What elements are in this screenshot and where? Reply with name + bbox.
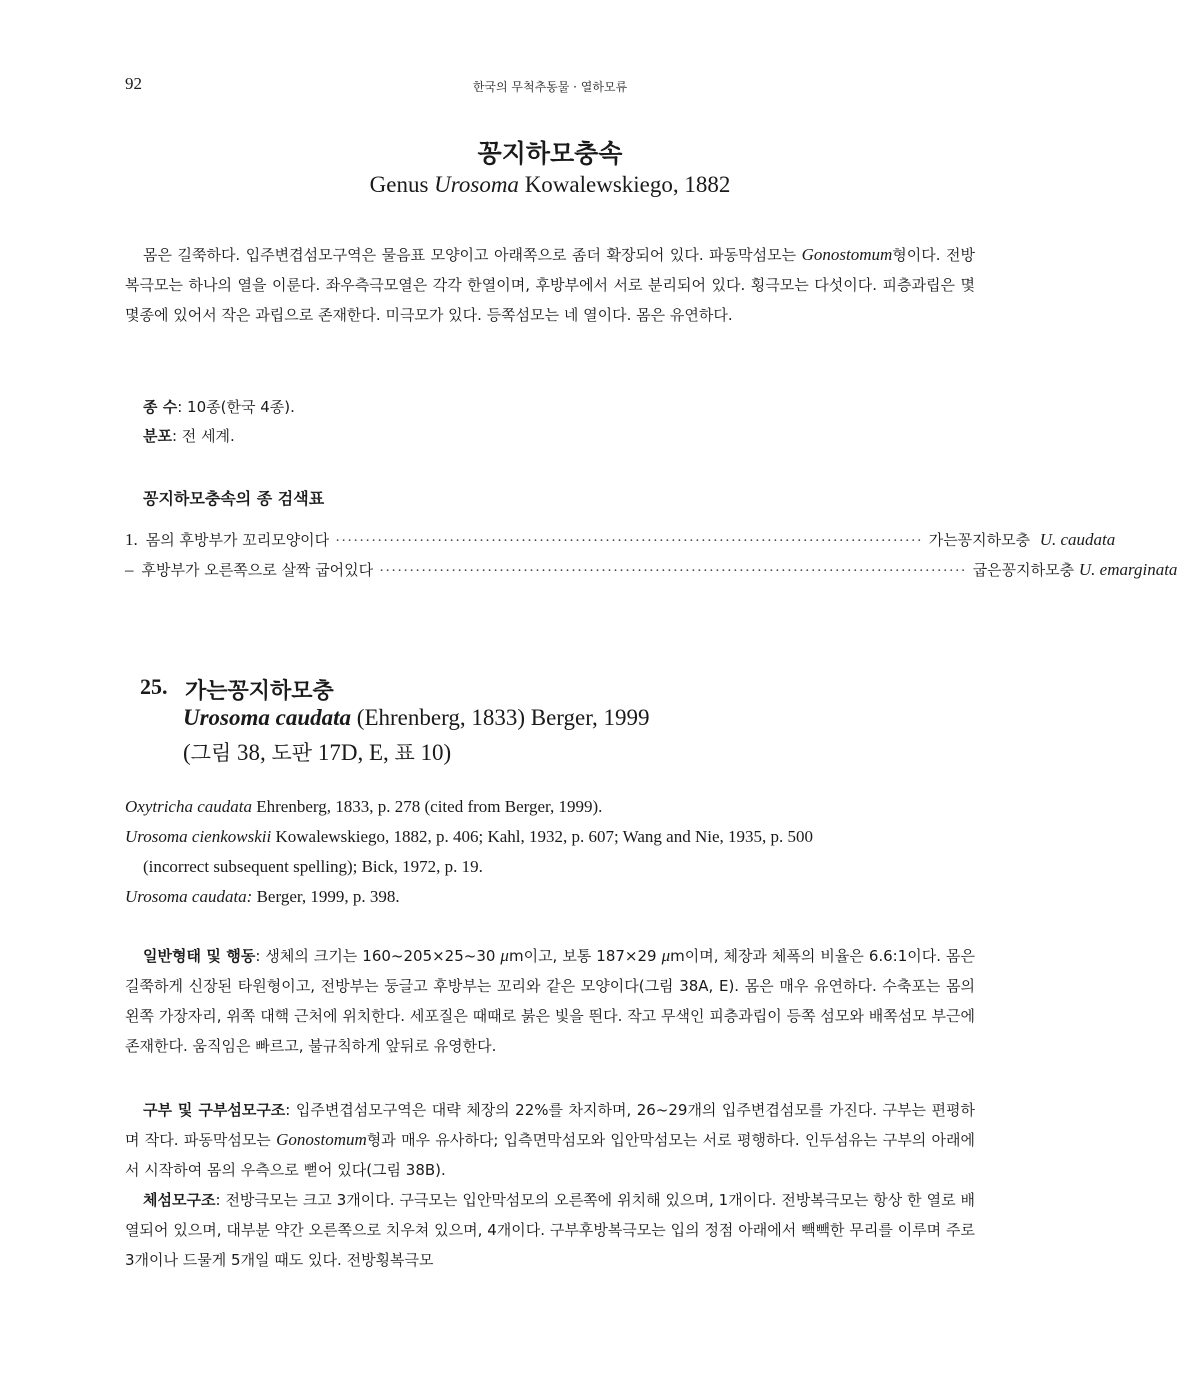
distribution [143,422,235,450]
genus-description [125,240,975,330]
species-scientific-name [183,705,649,731]
key-item-name-ko: 굽은꽁지하모충 [972,561,1075,579]
synonym-continuation: (incorrect subsequent spelling); Bick, 1972, p. 19. [143,857,483,876]
somatic-ciliature-label: 체섬모구조 [143,1191,216,1209]
synonym-reference: Ehrenberg, 1833, p. 278 (cited from Berger, 1999). [252,797,603,816]
key-leader-dots: ·································································································· [379,563,967,579]
key-item-number: 1. [125,530,138,549]
plate-ref-value: 17D, E, [312,740,395,765]
key-item [125,559,1177,587]
oral-structure-paragraph [125,1095,975,1185]
key-item-result [973,559,1177,580]
synonym-entry [125,792,975,822]
distribution-label: 분포 [143,427,172,445]
species-number: 25. [140,674,168,699]
synonym-name: Oxytricha caudata [125,797,252,816]
text-run: : 입주변겹섬모구역은 대략 체장의 22%를 차지하며, 26~29개의 입주변겹섬모를 가진다. 구부는 편평하며 작다. 파동막섬모는 [125,1101,975,1149]
general-morphology-label: 일반형태 및 행동 [143,947,256,965]
key-item-name-ko: 가는꽁지하모충 [928,531,1031,549]
synonym-name: Urosoma cienkowskii [125,827,272,846]
distribution-value: : 전 세계. [171,427,235,445]
synonym-entry [125,822,975,882]
italic-term: Gonostomum [801,245,893,264]
synonym-reference: Kowalewskiego, 1882, p. 406; Kahl, 1932, p. 607; Wang and Nie, 1935, p. 500 [271,827,814,846]
page-number: 92 [125,74,142,93]
italic-term: μ [661,946,671,965]
somatic-ciliature-text [125,1190,975,1269]
text-run: 형이다. 전방복극모는 하나의 열을 이룬다. 좌우측극모열은 각각 한열이며, 후방부에서 서로 분리되어 있다. 횡극모는 다섯이다. 피층과립은 몇몇종에 있어서 작은 과립으로 존재한다. 미극모가 있다. 등쪽섬모는 네 열이다. 몸은 유연하다. [125,246,975,324]
species-count [143,393,295,421]
key-item-result [929,529,1116,550]
synonym-reference: Berger, 1999, p. 398. [252,887,400,906]
text-run: : 생체의 크기는 160~205×25~30 [255,947,501,965]
text-run: 몸은 길쭉하다. 입주변겹섬모구역은 물음표 모양이고 아래쪽으로 좀더 확장되어 있다. 파동막섬모는 [143,246,802,264]
key-item-number: – [125,560,134,579]
key-item-lead: 몸의 후방부가 꼬리모양이다 [145,531,330,549]
italic-term: Gonostomum [276,1130,367,1149]
general-morphology-paragraph [125,941,975,1061]
genus-authority: Kowalewskiego, 1882 [518,172,731,197]
species-count-label: 종 수 [143,398,178,416]
text-run: m이고, 보통 187×29 [508,947,662,965]
species-authority: (Ehrenberg, 1833) Berger, 1999 [351,705,650,730]
text-run: m이며, 체장과 체폭의 비율은 6.6:1이다. 몸은 길쭉하게 신장된 타원형이고, 전방부는 둥글고 후방부는 꼬리와 같은 모양이다(그림 38A, E). 몸은 매우 유연하다. 수축포는 몸의 왼쪽 가장자리, 위쪽 대핵 근처에 위치한다. 세포질은 때때로 붉은 빛을 띈다. 작고 무색인 피층과립이 등쪽 섬모와 배쪽섬모 부근에 존재한다. 움직임은 빠르고, 불규칙하게 앞뒤로 유영한다. [125,947,975,1055]
running-title: 한국의 무척추동물 · 열하모류 [472,80,628,94]
key-item-name-sci: U. caudata [1039,530,1116,549]
key-item-lead: 후방부가 오른쪽으로 살짝 굽어있다 [141,561,374,579]
figure-ref-value: 38, [231,740,272,765]
species-name-korean: 가는꽁지하모충 [185,679,334,704]
italic-term: μ [500,946,509,965]
genus-word: Genus [369,172,435,197]
text-run: : 전방극모는 크고 3개이다. 구극모는 입안막섬모의 오른쪽에 위치해 있으며, 1개이다. 전방복극모는 항상 한 열로 배열되어 있으며, 대부분 약간 오른쪽으로 치우쳐 있으며, 4개이다. 구부후방복극모는 입의 정점 아래에서 빽빽한 무리를 이루며 주로 3개이나 드물게 5개일 때도 있다. 전방횡복극모 [125,1191,975,1269]
species-figure-reference [183,737,451,767]
figure-ref-open: ( [183,740,191,765]
species-binomial: Urosoma caudata [183,705,352,730]
table-ref-label: 표 [394,741,415,765]
figure-ref-label: 그림 [190,741,232,765]
table-ref-value: 10) [414,740,452,765]
species-count-value: : 10종(한국 4종). [177,398,295,416]
key-item [125,529,1116,557]
genus-description-text [125,245,975,324]
key-leader-dots: ·································································································· [335,533,923,549]
plate-ref-label: 도판 [271,741,313,765]
genus-title-latin [0,172,1100,198]
synonym-name: Urosoma caudata: [125,887,253,906]
genus-title-korean: 꽁지하모충속 [477,139,623,168]
genus-name-italic: Urosoma [434,172,519,197]
key-heading: 꽁지하모충속의 종 검색표 [143,489,325,508]
key-item-name-sci: U. emarginata [1078,560,1177,579]
oral-structure-label: 구부 및 구부섬모구조 [143,1101,286,1119]
synonym-entry [125,882,975,912]
somatic-ciliature-paragraph [125,1185,975,1275]
text-run: 형과 매우 유사하다; 입측면막섬모와 입안막섬모는 서로 평행하다. 인두섬유는 구부의 아래에서 시작하여 몸의 우측으로 뻗어 있다(그림 38B). [125,1131,976,1179]
